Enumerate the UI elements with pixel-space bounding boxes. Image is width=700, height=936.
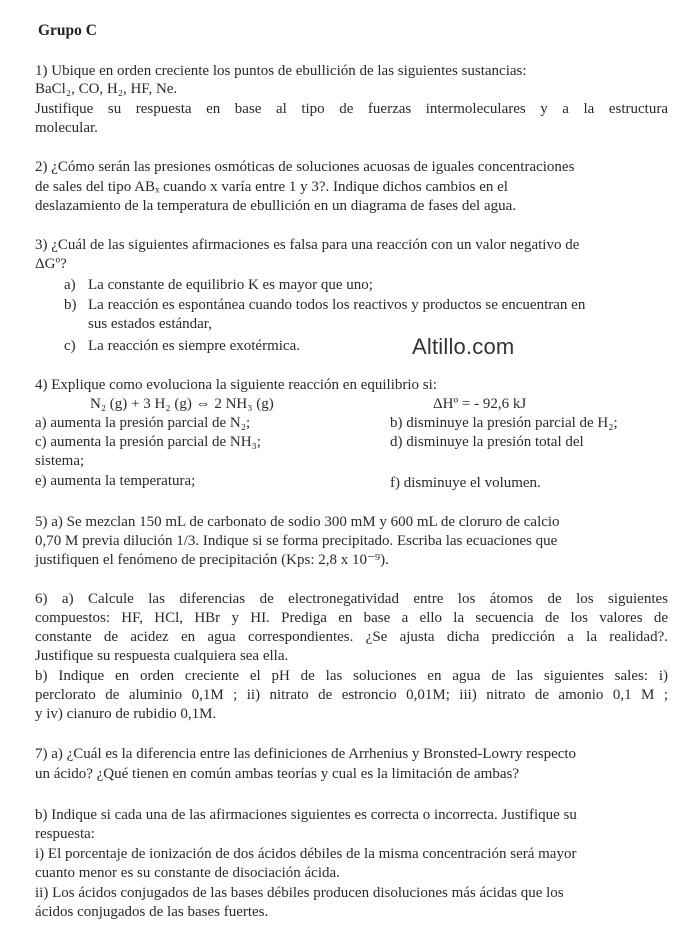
q5-line3: justifiquen el fenómeno de precipitación (Kps: 2,8 x 10⁻⁹). (35, 552, 389, 568)
q7-line8: ácidos conjugados de las bases fuertes. (35, 904, 269, 920)
q4-option-d-cont: sistema; (35, 453, 85, 469)
q1-line3: Justifique su respuesta en base al tipo de fuerzas intermoleculares y a la estructura (35, 101, 668, 117)
q1-line1: 1) Ubique en orden creciente los puntos de ebullición de las siguientes sustancias: (35, 63, 527, 79)
q6-line1: 6) a) Calcule las diferencias de electronegatividad entre los átomos de los siguientes (35, 591, 668, 607)
q6-line6: perclorato de aluminio 0,1M ; ii) nitrato de estroncio 0,01M; iii) nitrato de amonio 0,1 M ; (35, 687, 668, 703)
q6-line5: b) Indique en orden creciente el pH de las soluciones en agua de las siguientes sales: i) (35, 668, 668, 684)
q2-line3: deslazamiento de la temperatura de ebullición en un diagrama de fases del agua. (35, 198, 517, 214)
q5-line1: 5) a) Se mezclan 150 mL de carbonato de sodio 300 mM y 600 mL de cloruro de calcio (35, 514, 560, 530)
q3-option-b-letter: b) (64, 297, 77, 313)
q3-option-c-letter: c) (64, 338, 76, 354)
q4-line1: 4) Explique como evoluciona la siguiente reacción en equilibrio si: (35, 377, 437, 393)
q3-option-b-text: La reacción es espontánea cuando todos los reactivos y productos se encuentran en (88, 297, 586, 313)
q4-option-e: e) aumenta la temperatura; (35, 473, 196, 489)
q5-line2: 0,70 M previa dilución 1/3. Indique si se forma precipitado. Escriba las ecuaciones que (35, 533, 558, 549)
q6-line3: constante de acidez en agua correspondientes. ¿Se ajusta dicha predicción a la realidad?. (35, 629, 668, 645)
q1-line4: molecular. (35, 120, 98, 136)
q4-option-f: f) disminuye el volumen. (390, 475, 541, 491)
q3-option-a-letter: a) (64, 277, 76, 293)
q4-option-a: a) aumenta la presión parcial de N₂; (35, 415, 251, 431)
q7-line7: ii) Los ácidos conjugados de las bases débiles producen disoluciones más ácidas que los (35, 885, 564, 901)
q7-line5: i) El porcentaje de ionización de dos ácidos débiles de la misma concentración será mayor (35, 846, 577, 862)
q2-line1: 2) ¿Cómo serán las presiones osmóticas de soluciones acuosas de iguales concentraciones (35, 159, 575, 175)
q4-option-c: c) aumenta la presión parcial de NH₃; (35, 434, 261, 450)
q3-line1: 3) ¿Cuál de las siguientes afirmaciones es falsa para una reacción con un valor negativo de (35, 237, 580, 253)
q3-option-c-text: La reacción es siempre exotérmica. (88, 338, 300, 354)
q4-equation: N₂ (g) + 3 H₂ (g) ⇔ 2 NH₃ (g) (90, 396, 274, 412)
page-title: Grupo C (38, 22, 97, 39)
q7-line3: b) Indique si cada una de las afirmaciones siguientes es correcta o incorrecta. Justifique su (35, 807, 577, 823)
q1-line2: BaCl₂, CO, H₂, HF, Ne. (35, 81, 178, 97)
q2-line2: de sales del tipo ABₓ cuando x varía entre 1 y 3?. Indique dichos cambios en el (35, 179, 508, 195)
q6-line2: compuestos: HF, HCl, HBr y HI. Prediga en base a ello la secuencia de los valores de (35, 610, 668, 626)
q4-enthalpy: ΔHº = - 92,6 kJ (433, 396, 527, 412)
q4-option-b: b) disminuye la presión parcial de H₂; (390, 415, 618, 431)
q7-line2: un ácido? ¿Qué tienen en común ambas teorías y cual es la limitación de ambas? (35, 766, 519, 782)
q7-line1: 7) a) ¿Cuál es la diferencia entre las definiciones de Arrhenius y Bronsted-Lowry respecto (35, 746, 577, 762)
q7-line6: cuanto menor es su constante de disociación ácida. (35, 865, 340, 881)
q6-line4: Justifique su respuesta cualquiera sea ella. (35, 648, 289, 664)
q6-line7: y iv) cianuro de rubidio 0,1M. (35, 706, 217, 722)
q3-option-a-text: La constante de equilibrio K es mayor que uno; (88, 277, 373, 293)
q4-option-d: d) disminuye la presión total del (390, 434, 584, 450)
q7-line4: respuesta: (35, 826, 95, 842)
watermark-logo: Altillo.com (412, 334, 515, 359)
q3-option-b-text-cont: sus estados estándar, (88, 316, 212, 332)
q3-line2: ΔGº? (35, 256, 67, 272)
